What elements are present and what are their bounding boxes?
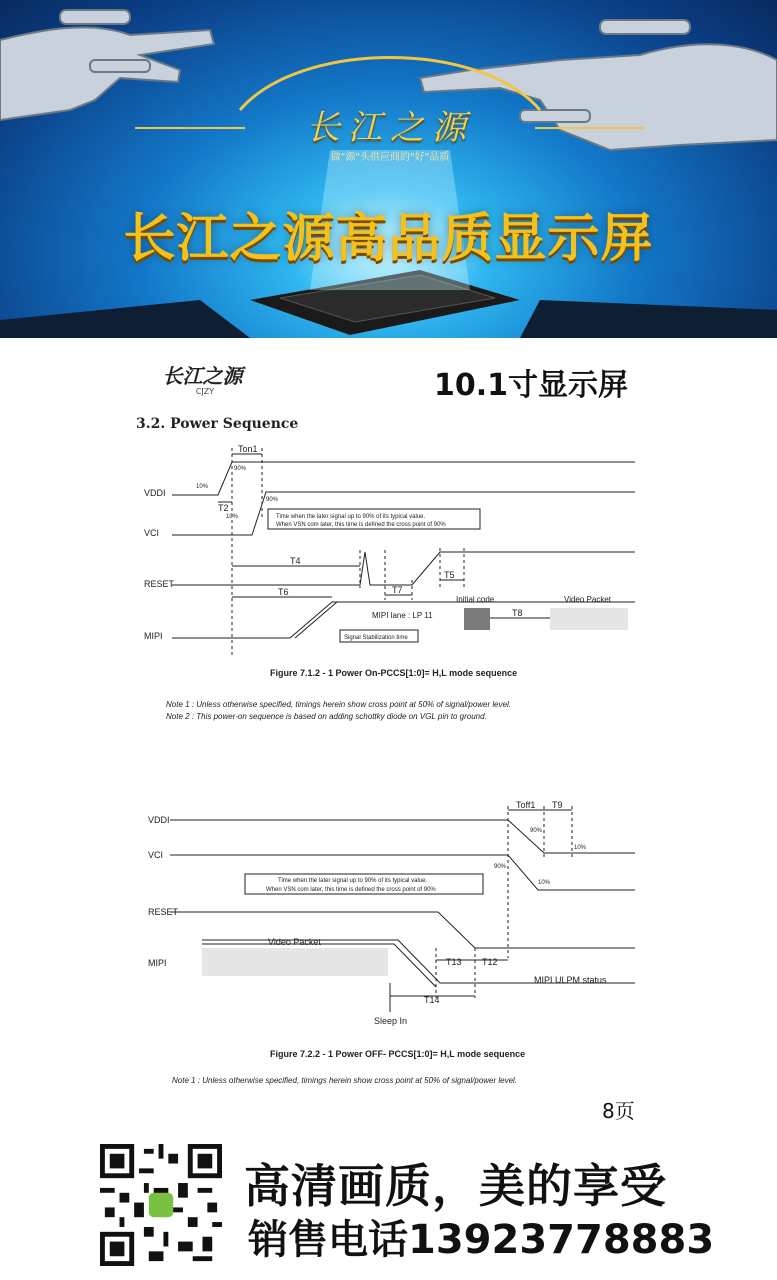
- percent-label: 90%: [530, 828, 543, 834]
- qr-code-icon: [100, 1144, 222, 1266]
- signal-label: VDDI: [144, 488, 166, 498]
- timing-label: T12: [482, 957, 498, 967]
- signal-label: MIPI: [148, 958, 167, 968]
- signal-label: VCI: [148, 850, 164, 860]
- annotation-text: When VSN com later, this time is defined the cross point of 90%: [266, 887, 436, 893]
- company-logo: 长江之源: [162, 364, 243, 388]
- video-packet-block: [550, 608, 628, 630]
- wechat-logo-icon: [149, 1193, 173, 1217]
- robot-hands-illustration: [0, 0, 777, 338]
- note: Note 2 : This power-on sequence is based on adding schottky diode on VGL pin to ground.: [166, 712, 487, 721]
- brand-calligraphy: 长江之源: [306, 108, 474, 148]
- banner-title: 长江之源高品质显示屏: [123, 209, 654, 269]
- timing-label: T7: [392, 585, 403, 595]
- percent-label: 10%: [226, 514, 239, 520]
- reset-waveform: [172, 552, 635, 585]
- timing-label: T2: [218, 503, 229, 513]
- stabilization-text: Signal Stabilization time: [344, 635, 408, 641]
- hero-banner: [0, 0, 777, 338]
- annotation-text: When VSN com later, this time is defined the cross point of 90%: [276, 522, 446, 528]
- signal-label: MIPI: [144, 631, 163, 641]
- timing-label: Ton1: [238, 444, 258, 454]
- initial-code-block: [464, 608, 490, 630]
- timing-label: T9: [552, 800, 563, 810]
- percent-label: 90%: [494, 864, 507, 870]
- percent-label: 90%: [234, 466, 247, 472]
- percent-label: 10%: [538, 880, 551, 886]
- figure-caption: Figure 7.1.2 - 1 Power On-PCCS[1:0]= H,L mode sequence: [270, 668, 518, 678]
- timing-label: T8: [512, 608, 523, 618]
- sales-phone: 销售电话13923778883: [248, 1217, 715, 1263]
- reset-waveform: [170, 912, 635, 948]
- timing-label: T14: [424, 995, 440, 1005]
- percent-label: 90%: [266, 497, 279, 503]
- timing-label: T13: [446, 957, 462, 967]
- signal-label: RESET: [148, 907, 179, 917]
- percent-label: 10%: [196, 484, 209, 490]
- company-logo-sub: CJZY: [195, 387, 215, 396]
- video-packet-block: [202, 948, 388, 976]
- figure-caption: Figure 7.2.2 - 1 Power OFF- PCCS[1:0]= H,L mode sequence: [270, 1049, 526, 1059]
- signal-label: VDDI: [148, 815, 170, 825]
- annotation-text: Time when the later signal up to 90% of its typical value.: [276, 514, 426, 520]
- section-title: 3.2. Power Sequence: [136, 416, 299, 432]
- brand-slogan: 做"源"头供应商的"好"品质: [330, 152, 450, 163]
- percent-label: 10%: [574, 845, 587, 851]
- power-on-timing-diagram: [140, 440, 660, 740]
- initial-code-label: Initial code: [456, 595, 495, 604]
- annotation-text: Time when the later signal up to 90% of its typical value.: [278, 878, 428, 884]
- signal-label: RESET: [144, 579, 175, 589]
- timing-label: Toff1: [516, 800, 536, 810]
- video-packet-label: Video Packet: [564, 595, 611, 604]
- power-off-timing-diagram: [140, 798, 660, 1088]
- note: Note 1 : Unless otherwise specified, timings herein show cross point at 50% of signal/power level.: [172, 1076, 518, 1085]
- timing-label: T6: [278, 587, 289, 597]
- timing-label: T4: [290, 556, 301, 566]
- mipi-lane-label: MIPI lane : LP 11: [372, 611, 433, 620]
- document-title: 10.1寸显示屏: [434, 368, 629, 403]
- sleep-in-label: Sleep In: [374, 1016, 408, 1026]
- page-number: 8页: [602, 1099, 635, 1123]
- vddi-waveform: [170, 820, 635, 853]
- video-packet-label: Video Packet: [268, 937, 321, 947]
- signal-label: VCI: [144, 528, 160, 538]
- ulpm-label: MIPI ULPM status: [534, 975, 607, 985]
- timing-label: T5: [444, 570, 455, 580]
- footer-slogan: 高清画质，美的享受: [244, 1159, 667, 1213]
- note: Note 1 : Unless otherwise specified, timings herein show cross point at 50% of signal/power level.: [166, 700, 512, 709]
